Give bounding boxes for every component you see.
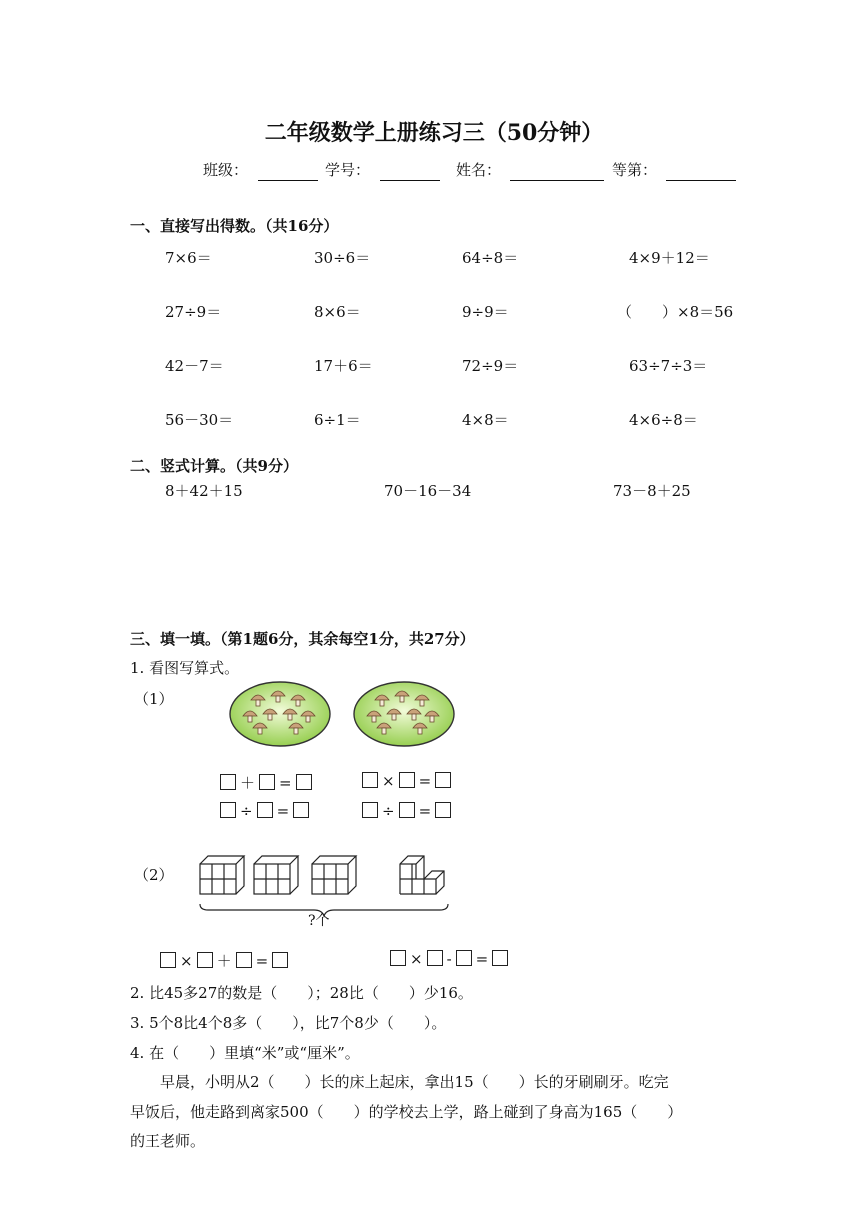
calc-item: 4×8＝ <box>462 411 509 429</box>
grade-blank[interactable] <box>666 164 736 181</box>
question-1: 1. 看图写算式。 <box>130 659 240 677</box>
calc-item: 72÷9＝ <box>462 357 519 375</box>
brace-label: ?个 <box>308 913 330 929</box>
answer-box[interactable] <box>293 802 309 818</box>
answer-box[interactable] <box>362 772 378 788</box>
answer-box[interactable] <box>399 772 415 788</box>
name-blank[interactable] <box>510 164 604 181</box>
answer-box[interactable] <box>435 772 451 788</box>
calc-item: 6÷1＝ <box>314 411 361 429</box>
grade-label: 等第： <box>612 161 658 179</box>
answer-box[interactable] <box>362 802 378 818</box>
answer-box[interactable] <box>257 802 273 818</box>
section3-heading: 三、填一填。（第1题6分，其余每空1分，共27分） <box>130 630 475 648</box>
calc-item: 7×6＝ <box>165 249 212 267</box>
mushroom-plate-illustration <box>352 680 456 748</box>
calc-item: 63÷7÷3＝ <box>629 357 708 375</box>
box-equation: ＋ = <box>218 772 314 793</box>
calc-item: 9÷9＝ <box>462 303 509 321</box>
number-blank[interactable] <box>380 164 440 181</box>
answer-box[interactable] <box>492 950 508 966</box>
answer-box[interactable] <box>220 802 236 818</box>
question-4: 4. 在（ ）里填“米”或“厘米”。 <box>130 1044 360 1062</box>
question-4-paragraph-line: 早饭后，他走路到离家500（ ）的学校去上学，路上碰到了身高为165（ ） <box>130 1103 683 1121</box>
answer-box[interactable] <box>160 952 176 968</box>
question-4-paragraph-line: 的王老师。 <box>130 1132 206 1150</box>
box-equation: × = <box>360 772 453 790</box>
cube-block <box>254 856 298 894</box>
box-equation: × - = <box>388 950 510 968</box>
calc-item: 56－30＝ <box>165 411 234 429</box>
answer-box[interactable] <box>427 950 443 966</box>
vertical-calc-item: 73－8＋25 <box>613 482 691 500</box>
calc-item: 17＋6＝ <box>314 357 373 375</box>
answer-box[interactable] <box>220 774 236 790</box>
calc-item: 8×6＝ <box>314 303 361 321</box>
answer-box[interactable] <box>259 774 275 790</box>
class-label: 班级： <box>203 161 249 179</box>
cube-block-partial <box>400 856 444 894</box>
answer-box[interactable] <box>296 774 312 790</box>
mushroom-plate-illustration <box>228 680 332 748</box>
calc-item: 42－7＝ <box>165 357 224 375</box>
answer-box[interactable] <box>272 952 288 968</box>
calc-item: 4×6÷8＝ <box>629 411 698 429</box>
cube-block <box>200 856 244 894</box>
answer-box[interactable] <box>456 950 472 966</box>
question-4-paragraph-line: 早晨，小明从2（ ）长的床上起床，拿出15（ ）长的牙刷刷牙。吃完 <box>160 1073 669 1091</box>
calc-item: 27÷9＝ <box>165 303 222 321</box>
calc-item: 30÷6＝ <box>314 249 371 267</box>
calc-item: 64÷8＝ <box>462 249 519 267</box>
calc-item: 4×9＋12＝ <box>629 249 710 267</box>
answer-box[interactable] <box>390 950 406 966</box>
question-3: 3. 5个8比4个8多（ ），比7个8少（ ）。 <box>130 1014 447 1032</box>
answer-box[interactable] <box>236 952 252 968</box>
answer-box[interactable] <box>197 952 213 968</box>
answer-box[interactable] <box>435 802 451 818</box>
answer-box[interactable] <box>399 802 415 818</box>
number-label: 学号： <box>325 161 371 179</box>
section2-heading: 二、竖式计算。（共9分） <box>130 457 298 475</box>
calc-item: （ ）×8＝56 <box>617 303 734 321</box>
question-2: 2. 比45多27的数是（ ）；28比（ ）少16。 <box>130 984 473 1002</box>
sub-question-2-label: （2） <box>134 866 174 884</box>
section1-heading: 一、直接写出得数。（共16分） <box>130 217 339 235</box>
page-title: 二年级数学上册练习三（50分钟） <box>264 120 604 146</box>
vertical-calc-item: 70－16－34 <box>384 482 472 500</box>
cube-block <box>312 856 356 894</box>
sub-question-1-label: （1） <box>134 690 174 708</box>
box-equation: × ＋ = <box>158 950 290 971</box>
box-equation: ÷ = <box>360 802 453 820</box>
box-equation: ÷ = <box>218 802 311 820</box>
vertical-calc-item: 8＋42＋15 <box>165 482 243 500</box>
class-blank[interactable] <box>258 164 318 181</box>
name-label: 姓名： <box>456 161 502 179</box>
